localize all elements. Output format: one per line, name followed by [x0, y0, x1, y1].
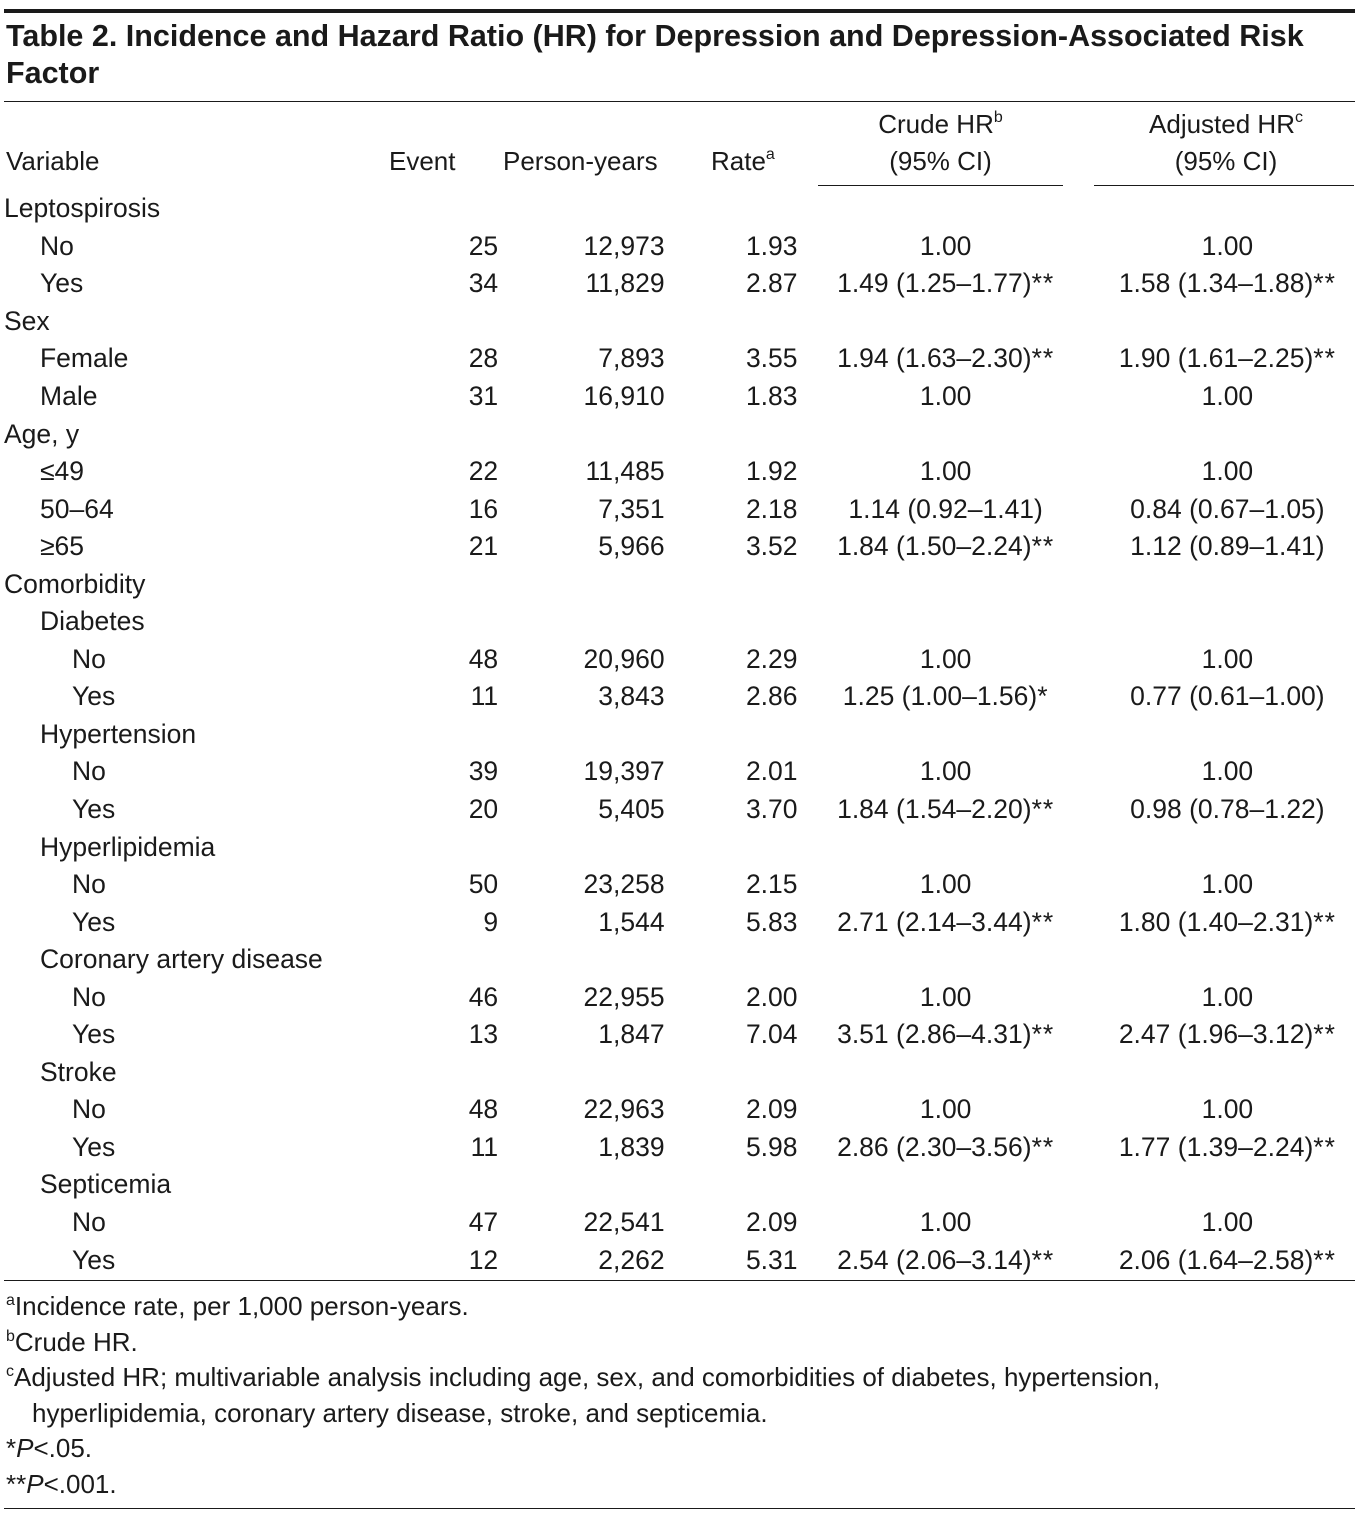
table-group-row — [4, 190, 1361, 228]
crude-hr-cell — [798, 866, 1094, 904]
rate-cell — [665, 1054, 798, 1092]
row-label: Leptospirosis — [4, 193, 161, 224]
title-rule — [4, 101, 1355, 102]
crude-hr-cell-value: 1.00 — [919, 756, 972, 787]
person-years-cell: 23,258 — [583, 869, 665, 900]
row-label: Diabetes — [40, 606, 145, 637]
event-cell: 25 — [468, 230, 499, 261]
person-years-cell: 1,839 — [598, 1131, 665, 1162]
crude-hr-cell-value: 1.84 (1.54–2.20) — [837, 794, 1032, 825]
crude-hr-cell-value: 1.25 (1.00–1.56) — [842, 681, 1038, 712]
row-label: ≥65 — [40, 531, 85, 562]
crude-hr-cell — [798, 1054, 1094, 1092]
table-row — [4, 265, 1361, 303]
rate-cell — [665, 716, 798, 754]
significance-mark: ** — [1031, 531, 1055, 562]
significance-mark: ** — [1031, 268, 1055, 299]
table-body — [4, 190, 1361, 1279]
crude-hr-cell-value: 1.00 — [919, 230, 972, 261]
rate-cell: 3.70 — [745, 794, 798, 825]
significance-mark: ** — [1031, 794, 1055, 825]
adjusted-hr-cell — [1094, 303, 1361, 341]
table-group-row — [4, 1054, 1361, 1092]
row-label: 50–64 — [40, 493, 114, 524]
table-group-row — [4, 828, 1361, 866]
crude-hr-cell — [798, 603, 1094, 641]
crude-hr-cell-value: 1.00 — [919, 1207, 972, 1238]
event-cell — [437, 565, 499, 603]
crude-hr-cell — [798, 978, 1094, 1016]
adjusted-hr-cell — [1094, 565, 1361, 603]
event-cell — [437, 1054, 499, 1092]
event-cell: 39 — [468, 756, 499, 787]
adjusted-hr-cell-value: 1.00 — [1201, 381, 1254, 411]
event-cell: 11 — [470, 681, 499, 712]
person-years-cell: 11,829 — [585, 268, 665, 299]
rate-cell: 3.55 — [745, 343, 798, 374]
end-rule — [4, 1508, 1355, 1509]
person-years-cell — [498, 565, 664, 603]
adjusted-hr-cell — [1094, 716, 1361, 754]
event-cell — [437, 941, 499, 979]
adjusted-hr-cell — [1094, 453, 1361, 491]
adjusted-hr-cell — [1094, 1054, 1361, 1092]
rate-cell — [665, 415, 798, 453]
person-years-cell: 11,485 — [585, 456, 665, 487]
footnotes — [6, 1289, 1351, 1502]
person-years-cell: 5,405 — [598, 794, 665, 825]
rate-cell — [665, 565, 798, 603]
data-table — [4, 190, 1361, 1279]
header-crude-ci: (95% CI) — [889, 146, 992, 176]
header-event: Event — [389, 146, 456, 176]
crude-hr-cell-value: 1.94 (1.63–2.30) — [837, 343, 1032, 374]
row-label: Female — [40, 343, 129, 374]
adjusted-hr-cell-value: 1.90 (1.61–2.25) — [1118, 343, 1314, 374]
crude-hr-cell-value: 1.00 — [919, 869, 972, 900]
person-years-cell: 7,893 — [598, 343, 665, 374]
person-years-cell: 22,963 — [583, 1094, 665, 1125]
table-row — [4, 1091, 1361, 1129]
header-rate-footnote-mark: a — [765, 146, 775, 163]
adjusted-hr-cell — [1094, 265, 1361, 303]
crude-hr-cell — [798, 228, 1094, 266]
crude-hr-cell — [798, 903, 1094, 941]
significance-mark: ** — [1031, 1244, 1055, 1275]
significance-mark: ** — [1313, 343, 1336, 374]
table-title: Table 2. Incidence and Hazard Ratio (HR) for Depression and Depression-Associated Risk Factor — [6, 19, 1304, 90]
rate-cell: 3.52 — [745, 531, 798, 562]
rate-cell: 5.98 — [745, 1131, 798, 1162]
event-cell: 22 — [468, 456, 499, 487]
person-years-cell — [498, 941, 664, 979]
adjusted-hr-cell — [1094, 941, 1361, 979]
row-label: Coronary artery disease — [40, 944, 323, 975]
event-cell: 34 — [468, 268, 499, 299]
table-row — [4, 528, 1361, 566]
crude-hr-cell — [798, 641, 1094, 679]
adjusted-hr-cell — [1094, 678, 1361, 716]
crude-hr-cell — [798, 415, 1094, 453]
adjusted-hr-cell — [1094, 1091, 1361, 1129]
adjusted-hr-cell-value: 1.00 — [1201, 1207, 1254, 1238]
event-cell: 28 — [468, 343, 499, 374]
rate-cell: 2.87 — [745, 268, 798, 299]
rate-cell — [665, 1166, 798, 1204]
adjusted-hr-cell — [1094, 340, 1361, 378]
table-group-row — [4, 603, 1361, 641]
crude-hr-cell-value: 2.54 (2.06–3.14) — [837, 1244, 1032, 1275]
table-row — [4, 453, 1361, 491]
event-cell — [437, 415, 499, 453]
adjusted-hr-cell-value: 0.84 (0.67–1.05) — [1130, 493, 1325, 524]
crude-hr-cell — [798, 1091, 1094, 1129]
adjusted-hr-cell-value: 1.80 (1.40–2.31) — [1118, 906, 1314, 937]
rate-cell: 1.83 — [745, 381, 798, 411]
footnote-c-text-1: Adjusted HR; multivariable analysis including age, sex, and comorbidities of diabetes, hypertension, — [14, 1362, 1161, 1392]
header-rate-label: Rate — [711, 146, 766, 176]
footnote-a-text: Incidence rate, per 1,000 person-years. — [14, 1291, 469, 1321]
significance-mark: ** — [1031, 1019, 1055, 1050]
table-row — [4, 1129, 1361, 1167]
person-years-cell: 7,351 — [598, 493, 665, 524]
footnote-p001-text: <.001. — [43, 1468, 117, 1499]
significance-mark: ** — [1031, 343, 1055, 374]
crude-hr-cell — [798, 453, 1094, 491]
adjusted-hr-cell — [1094, 1129, 1361, 1167]
footnote-b — [6, 1325, 1351, 1361]
table-row — [4, 1241, 1361, 1279]
crude-hr-cell-value: 3.51 (2.86–4.31) — [837, 1019, 1032, 1050]
footnote-c-text-2: hyperlipidemia, coronary artery disease, stroke, and septicemia. — [32, 1397, 768, 1428]
crude-hr-cell-value: 1.14 (0.92–1.41) — [848, 493, 1043, 524]
footnote-a-mark: a — [6, 1292, 15, 1309]
event-cell: 48 — [468, 1094, 499, 1125]
row-label: Age, y — [4, 418, 80, 449]
crude-hr-cell-value: 1.84 (1.50–2.24) — [837, 531, 1032, 562]
table-group-row — [4, 1166, 1361, 1204]
adjusted-hr-cell — [1094, 190, 1361, 228]
adjusted-hr-cell — [1094, 641, 1361, 679]
table-row — [4, 228, 1361, 266]
rate-cell: 5.31 — [745, 1244, 798, 1275]
rate-cell — [665, 941, 798, 979]
significance-mark: ** — [1031, 1131, 1055, 1162]
crude-hr-cell — [798, 1016, 1094, 1054]
rate-cell: 1.92 — [745, 456, 798, 487]
rate-cell: 2.09 — [745, 1094, 798, 1125]
event-cell: 13 — [468, 1019, 499, 1050]
event-cell: 47 — [468, 1207, 499, 1238]
person-years-cell — [498, 303, 664, 341]
row-label: Yes — [72, 906, 116, 937]
row-label: ≤49 — [40, 456, 85, 487]
row-label: Yes — [72, 681, 116, 712]
crude-hr-cell — [798, 340, 1094, 378]
adjusted-hr-cell — [1094, 1241, 1361, 1279]
row-label: No — [72, 643, 106, 674]
crude-hr-cell-value: 1.00 — [919, 643, 972, 674]
crude-hr-cell-value: 1.00 — [919, 456, 972, 487]
row-label: No — [72, 756, 106, 787]
row-label: No — [72, 981, 106, 1012]
person-years-cell: 16,910 — [583, 381, 665, 411]
adjusted-hr-cell — [1094, 866, 1361, 904]
crude-hr-cell-value: 1.49 (1.25–1.77) — [837, 268, 1032, 299]
event-cell: 9 — [483, 906, 499, 937]
rate-cell: 5.83 — [745, 906, 798, 937]
person-years-cell: 19,397 — [583, 756, 665, 787]
significance-mark: ** — [1313, 1131, 1336, 1162]
header-adjusted-footnote-mark: c — [1294, 109, 1303, 126]
event-cell: 31 — [468, 381, 499, 411]
adjusted-hr-cell-value: 1.00 — [1201, 1094, 1254, 1125]
significance-mark: ** — [1313, 268, 1336, 299]
person-years-cell: 22,955 — [583, 981, 665, 1012]
table-row — [4, 1204, 1361, 1242]
row-label: Septicemia — [40, 1169, 172, 1200]
footnote-b-text: Crude HR. — [14, 1326, 138, 1357]
rate-cell — [665, 303, 798, 341]
top-rule — [4, 9, 1355, 13]
row-label: No — [40, 230, 74, 261]
crude-hr-cell-value: 1.00 — [919, 981, 972, 1012]
footnote-p001-mark: ** — [6, 1468, 27, 1499]
table-row — [4, 490, 1361, 528]
person-years-cell — [498, 415, 664, 453]
rate-cell: 2.01 — [745, 756, 798, 787]
event-cell: 21 — [468, 531, 499, 562]
rate-cell: 2.29 — [745, 643, 798, 674]
crude-hr-cell — [798, 753, 1094, 791]
table-row — [4, 1016, 1361, 1054]
event-cell: 16 — [468, 493, 499, 524]
rate-cell — [665, 828, 798, 866]
footnote-p001-variable: P — [26, 1468, 44, 1499]
adjusted-hr-cell — [1094, 978, 1361, 1016]
crude-hr-cell-value: 1.00 — [919, 381, 972, 411]
event-cell — [437, 603, 499, 641]
adjusted-hr-cell — [1094, 228, 1361, 266]
person-years-cell: 1,544 — [598, 906, 665, 937]
rate-cell: 2.86 — [745, 681, 798, 712]
significance-mark: ** — [1313, 906, 1336, 937]
event-cell: 48 — [468, 643, 499, 674]
person-years-cell: 2,262 — [598, 1244, 665, 1275]
table-row — [4, 753, 1361, 791]
rate-cell: 1.93 — [745, 230, 798, 261]
row-label: No — [72, 1094, 106, 1125]
crude-hr-cell — [798, 378, 1094, 416]
crude-hr-cell — [798, 528, 1094, 566]
table-row — [4, 340, 1361, 378]
adjusted-hr-cell-value: 1.00 — [1201, 456, 1254, 487]
header-person-years: Person-years — [503, 146, 658, 176]
row-label: Hypertension — [40, 718, 197, 749]
header-rate — [711, 143, 775, 179]
crude-hr-cell-value: 1.00 — [919, 1094, 972, 1125]
row-label: Sex — [4, 305, 50, 336]
person-years-cell: 20,960 — [583, 643, 665, 674]
adjusted-hr-cell-value: 1.00 — [1201, 981, 1254, 1012]
crude-hr-cell — [798, 303, 1094, 341]
row-label: Yes — [72, 794, 116, 825]
adjusted-hr-cell-value: 1.00 — [1201, 230, 1254, 261]
adjusted-hr-cell — [1094, 753, 1361, 791]
rate-cell: 7.04 — [745, 1019, 798, 1050]
person-years-cell — [498, 828, 664, 866]
person-years-cell — [498, 190, 664, 228]
person-years-cell: 5,966 — [598, 531, 665, 562]
footnote-c-continued — [6, 1396, 1351, 1432]
table-group-row — [4, 565, 1361, 603]
event-cell: 12 — [468, 1244, 499, 1275]
crude-hr-cell — [798, 1241, 1094, 1279]
table-row — [4, 866, 1361, 904]
crude-hr-cell — [798, 1129, 1094, 1167]
adjusted-hr-cell-value: 0.98 (0.78–1.22) — [1130, 794, 1325, 825]
row-label: Stroke — [40, 1056, 117, 1087]
footnote-a — [6, 1289, 1351, 1325]
footnote-p05-variable: P — [16, 1433, 34, 1463]
table-row — [4, 903, 1361, 941]
adjusted-hr-cell — [1094, 791, 1361, 829]
significance-mark: ** — [1313, 1019, 1336, 1050]
adjusted-hr-cell — [1094, 603, 1361, 641]
row-label: Yes — [72, 1131, 116, 1162]
rate-cell: 2.15 — [745, 869, 798, 900]
row-label: Yes — [72, 1244, 116, 1275]
footnote-b-mark: b — [6, 1327, 15, 1345]
footnote-c-mark: c — [6, 1363, 14, 1380]
table-group-row — [4, 716, 1361, 754]
footnote-p001 — [6, 1467, 1351, 1503]
adjusted-hr-cell — [1094, 490, 1361, 528]
footnote-p05-text: <.05. — [33, 1433, 93, 1463]
footnote-p05-mark: * — [6, 1433, 17, 1463]
crude-hr-cell-value: 2.71 (2.14–3.44) — [837, 906, 1032, 937]
person-years-cell: 22,541 — [583, 1207, 665, 1238]
adjusted-hr-cell — [1094, 528, 1361, 566]
adjusted-hr-cell — [1094, 1204, 1361, 1242]
adjusted-hr-cell-value: 1.00 — [1201, 756, 1254, 787]
event-cell: 50 — [468, 869, 499, 900]
adjusted-hr-cell — [1094, 415, 1361, 453]
crude-header-rule — [818, 185, 1063, 186]
header-variable: Variable — [6, 146, 100, 176]
adjusted-hr-cell-value: 1.00 — [1201, 643, 1254, 674]
row-label: Hyperlipidemia — [40, 831, 216, 862]
person-years-cell: 3,843 — [598, 681, 665, 712]
adjusted-hr-cell — [1094, 378, 1361, 416]
row-label: No — [72, 869, 106, 900]
table-row — [4, 641, 1361, 679]
significance-mark: ** — [1031, 906, 1055, 937]
crude-hr-cell — [798, 190, 1094, 228]
adjusted-hr-cell — [1094, 828, 1361, 866]
crude-hr-cell — [798, 1204, 1094, 1242]
adjusted-hr-cell-value: 1.58 (1.34–1.88) — [1118, 268, 1314, 299]
event-cell — [437, 716, 499, 754]
rate-cell: 2.18 — [745, 493, 798, 524]
header-adjusted-ci: (95% CI) — [1174, 146, 1278, 176]
person-years-cell — [498, 1166, 664, 1204]
row-label: No — [72, 1207, 106, 1238]
header-adjusted-hr — [1100, 106, 1352, 142]
table-group-row — [4, 941, 1361, 979]
person-years-cell — [498, 603, 664, 641]
row-label: Comorbidity — [4, 568, 146, 599]
event-cell — [437, 828, 499, 866]
table-row — [4, 678, 1361, 716]
adjusted-hr-cell-value: 1.12 (0.89–1.41) — [1130, 531, 1325, 562]
event-cell — [437, 303, 499, 341]
event-cell: 20 — [468, 794, 499, 825]
table-group-row — [4, 415, 1361, 453]
adjusted-header-rule — [1094, 185, 1354, 186]
adjusted-hr-cell-value: 1.77 (1.39–2.24) — [1118, 1131, 1314, 1162]
crude-hr-cell — [798, 565, 1094, 603]
event-cell: 11 — [470, 1131, 499, 1162]
rate-cell: 2.00 — [745, 981, 798, 1012]
adjusted-hr-cell-value: 1.00 — [1201, 869, 1254, 900]
crude-hr-cell — [798, 716, 1094, 754]
person-years-cell — [498, 1054, 664, 1092]
adjusted-hr-cell-value: 2.06 (1.64–2.58) — [1118, 1244, 1314, 1275]
header-adjusted-label: Adjusted HR — [1149, 109, 1295, 139]
row-label: Yes — [40, 268, 84, 299]
table-row — [4, 378, 1361, 416]
crude-hr-cell — [798, 941, 1094, 979]
crude-hr-cell — [798, 828, 1094, 866]
crude-hr-cell — [798, 791, 1094, 829]
table-row — [4, 791, 1361, 829]
footnote-p05 — [6, 1431, 1351, 1467]
rate-cell: 2.09 — [745, 1207, 798, 1238]
adjusted-hr-cell-value: 2.47 (1.96–3.12) — [1118, 1019, 1314, 1050]
event-cell: 46 — [468, 981, 499, 1012]
event-cell — [437, 190, 499, 228]
significance-mark: * — [1037, 681, 1049, 712]
person-years-cell: 12,973 — [583, 230, 665, 261]
header-crude-hr — [818, 106, 1063, 142]
header-crude-footnote-mark: b — [993, 109, 1003, 126]
row-label: Yes — [72, 1019, 116, 1050]
crude-hr-cell — [798, 265, 1094, 303]
crude-hr-cell — [798, 490, 1094, 528]
person-years-cell: 1,847 — [598, 1019, 665, 1050]
rate-cell — [665, 603, 798, 641]
rate-cell — [665, 190, 798, 228]
footnote-c — [6, 1360, 1351, 1396]
adjusted-hr-cell — [1094, 1016, 1361, 1054]
crude-hr-cell-value: 2.86 (2.30–3.56) — [837, 1131, 1032, 1162]
adjusted-hr-cell-value: 0.77 (0.61–1.00) — [1130, 681, 1325, 712]
significance-mark: ** — [1313, 1244, 1336, 1275]
crude-hr-cell — [798, 678, 1094, 716]
event-cell — [437, 1166, 499, 1204]
adjusted-hr-cell — [1094, 903, 1361, 941]
table-group-row — [4, 303, 1361, 341]
row-label: Male — [40, 381, 98, 411]
person-years-cell — [498, 716, 664, 754]
adjusted-hr-cell — [1094, 1166, 1361, 1204]
header-crude-label: Crude HR — [878, 109, 994, 139]
table-row — [4, 978, 1361, 1016]
bottom-rule — [4, 1280, 1355, 1281]
crude-hr-cell — [798, 1166, 1094, 1204]
